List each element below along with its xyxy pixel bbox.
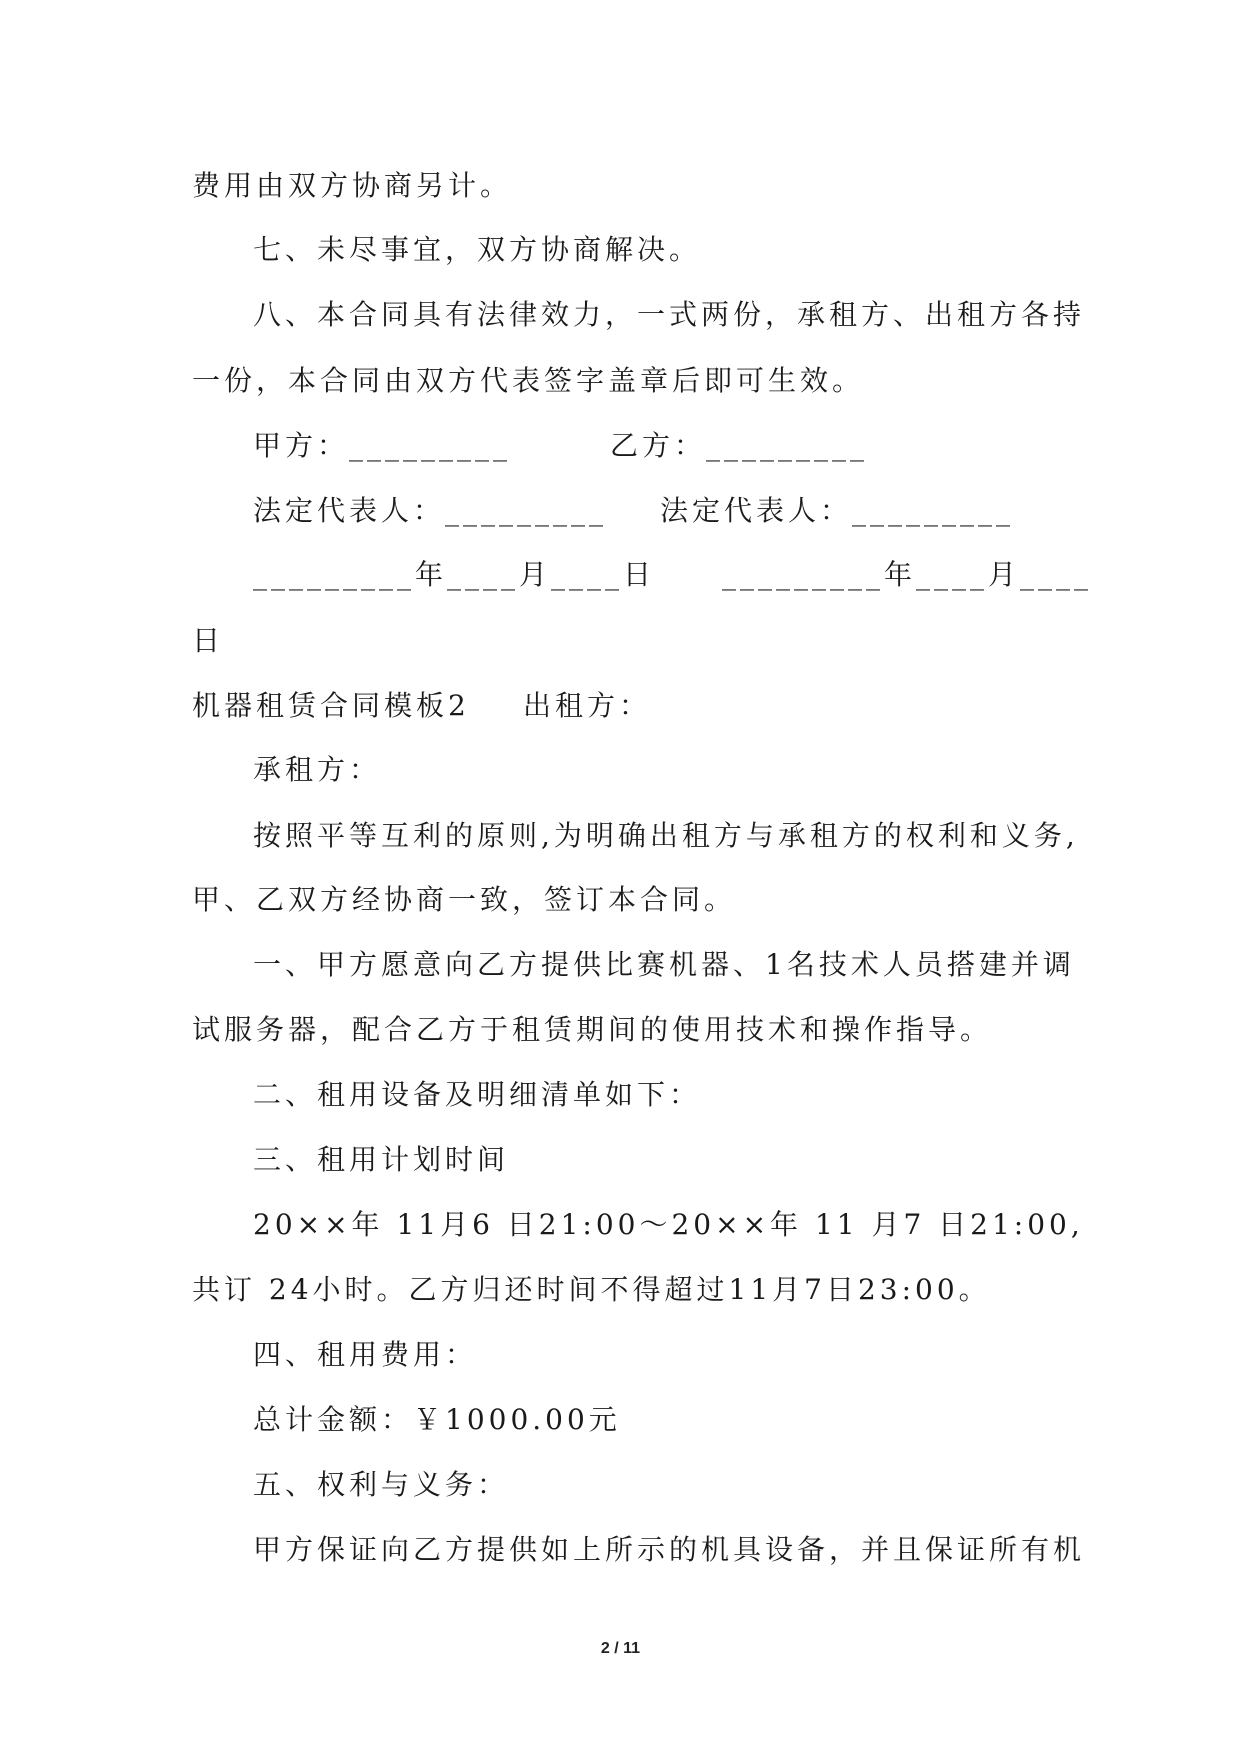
party-a-date: _________年____月____日 — [253, 558, 656, 591]
rental-period: 20××年 11月6 日21:00～20××年 11 月7 日21:00, — [253, 1208, 1084, 1241]
party-b-signature: 乙方：_________ — [610, 429, 869, 462]
page-number: 2 / 11 — [600, 1640, 641, 1657]
lessor-label: 出租方： — [523, 689, 652, 722]
clause-one: 一、甲方愿意向乙方提供比赛机器、1名技术人员搭建并调 — [253, 948, 1075, 981]
clause-three: 三、租用计划时间 — [253, 1143, 510, 1176]
paragraph-line: 甲、乙双方经协商一致，签订本合同。 — [192, 883, 737, 916]
clause-five: 五、权利与义务： — [253, 1468, 510, 1501]
party-b-date: _________年____月____ — [722, 558, 1093, 591]
paragraph-line: 费用由双方协商另计。 — [192, 169, 513, 202]
preamble: 按照平等互利的原则,为明确出租方与承租方的权利和义务, — [253, 819, 1079, 852]
total-amount: 总计金额：￥1000.00元 — [253, 1403, 621, 1436]
party-a-signature: 甲方：_________ — [253, 429, 512, 462]
paragraph-line: 日 — [192, 624, 225, 657]
paragraph-line: 甲方保证向乙方提供如上所示的机具设备，并且保证所有机 — [253, 1533, 1086, 1566]
lessee-label: 承租方： — [253, 753, 382, 786]
paragraph-line: 一份，本合同由双方代表签字盖章后即可生效。 — [192, 364, 865, 397]
paragraph-line: 共订 24小时。乙方归还时间不得超过11月7日23:00。 — [192, 1273, 991, 1306]
paragraph-line: 试服务器，配合乙方于租赁期间的使用技术和操作指导。 — [192, 1013, 993, 1046]
clause-seven: 七、未尽事宜，双方协商解决。 — [253, 233, 702, 266]
clause-two: 二、租用设备及明细清单如下： — [253, 1078, 702, 1111]
template-title: 机器租赁合同模板2 — [192, 689, 470, 722]
party-b-legal-rep: 法定代表人：_________ — [660, 494, 1015, 527]
clause-eight: 八、本合同具有法律效力，一式两份，承租方、出租方各持 — [253, 298, 1086, 331]
party-a-legal-rep: 法定代表人：_________ — [253, 494, 608, 527]
clause-four: 四、租用费用： — [253, 1338, 478, 1371]
